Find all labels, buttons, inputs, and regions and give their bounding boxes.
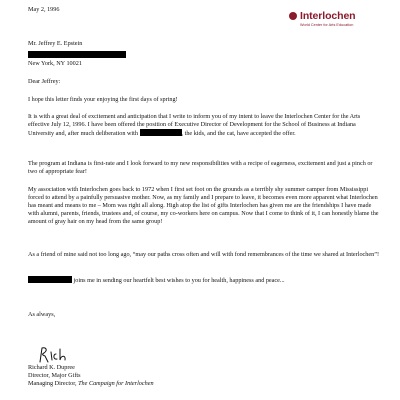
paragraph-6	[28, 276, 380, 285]
signatory-title: Director, Major Gifts	[28, 372, 81, 379]
logo-name: Interlochen	[300, 10, 356, 22]
interlochen-logo	[289, 9, 397, 33]
signatory-role-campaign: The Campaign for Interlochen	[78, 380, 154, 387]
paragraph-2	[28, 113, 380, 138]
salutation: Dear Jeffrey:	[28, 78, 61, 85]
paragraph-5: As a friend of mine said not too long ago, “may our paths cross often and will with fond remembrances of the time we shared at Interlochen”!	[28, 251, 380, 258]
paragraph-6-text: joins me in sending our heartfelt best wishes to you for health, happiness and peace...	[73, 277, 285, 284]
signatory-name: Richard K. Dupree	[28, 364, 75, 371]
recipient-city: New York, NY 10021	[28, 60, 82, 67]
redacted-name-inline	[140, 129, 182, 136]
redacted-name-leading	[28, 276, 72, 283]
letter-date: May 2, 1996	[28, 6, 60, 13]
paragraph-4: My association with Interlochen goes back to 1972 when I first set foot on the grounds as a terribly shy summer camper from Mississippi forced to attend by a painfully persuasive mother. Now, as my family and I prepare to leave, it becomes even more apparent what Interlochen has meant and means to me – Mom was right all along. High atop the list of gifts Interlochen has given me are the friendships I have made with alumni, parents, friends, trustees and, of course, my co-workers here on campus. Now that I come to think of it, I can honestly blame the amount of gray hair on my head from the same group!	[28, 186, 379, 225]
logo-tagline: World Center for Arts Education	[300, 23, 354, 27]
paragraph-2-text: It is with a great deal of excitement and anticipation that I write to inform you of my intent to leave the Interlochen Center for the Arts effective July 12, 1996. I have been offered the position of Executive Director of Development for the School of Business at Indiana University and, after much deliberation with	[28, 113, 361, 137]
signatory-role	[28, 380, 154, 388]
paragraph-3: The program at Indiana is first-rate and I look forward to my new responsibilities with a recipe of eagerness, excitement and just a pinch or two of appropriate fear!	[28, 160, 373, 175]
interlochen-emblem-icon	[289, 12, 297, 20]
redacted-address-line	[28, 51, 126, 58]
handwritten-signature	[36, 346, 76, 364]
signatory-role-prefix: Managing Director,	[28, 380, 79, 387]
paragraph-1: I hope this letter finds your enjoying the first days of spring!	[28, 96, 178, 103]
paragraph-2-tail: , the kids, and the cat, have accepted the offer.	[181, 130, 296, 137]
closing: As always,	[28, 311, 56, 318]
recipient-name: Mr. Jeffrey E. Epstein	[28, 40, 83, 47]
